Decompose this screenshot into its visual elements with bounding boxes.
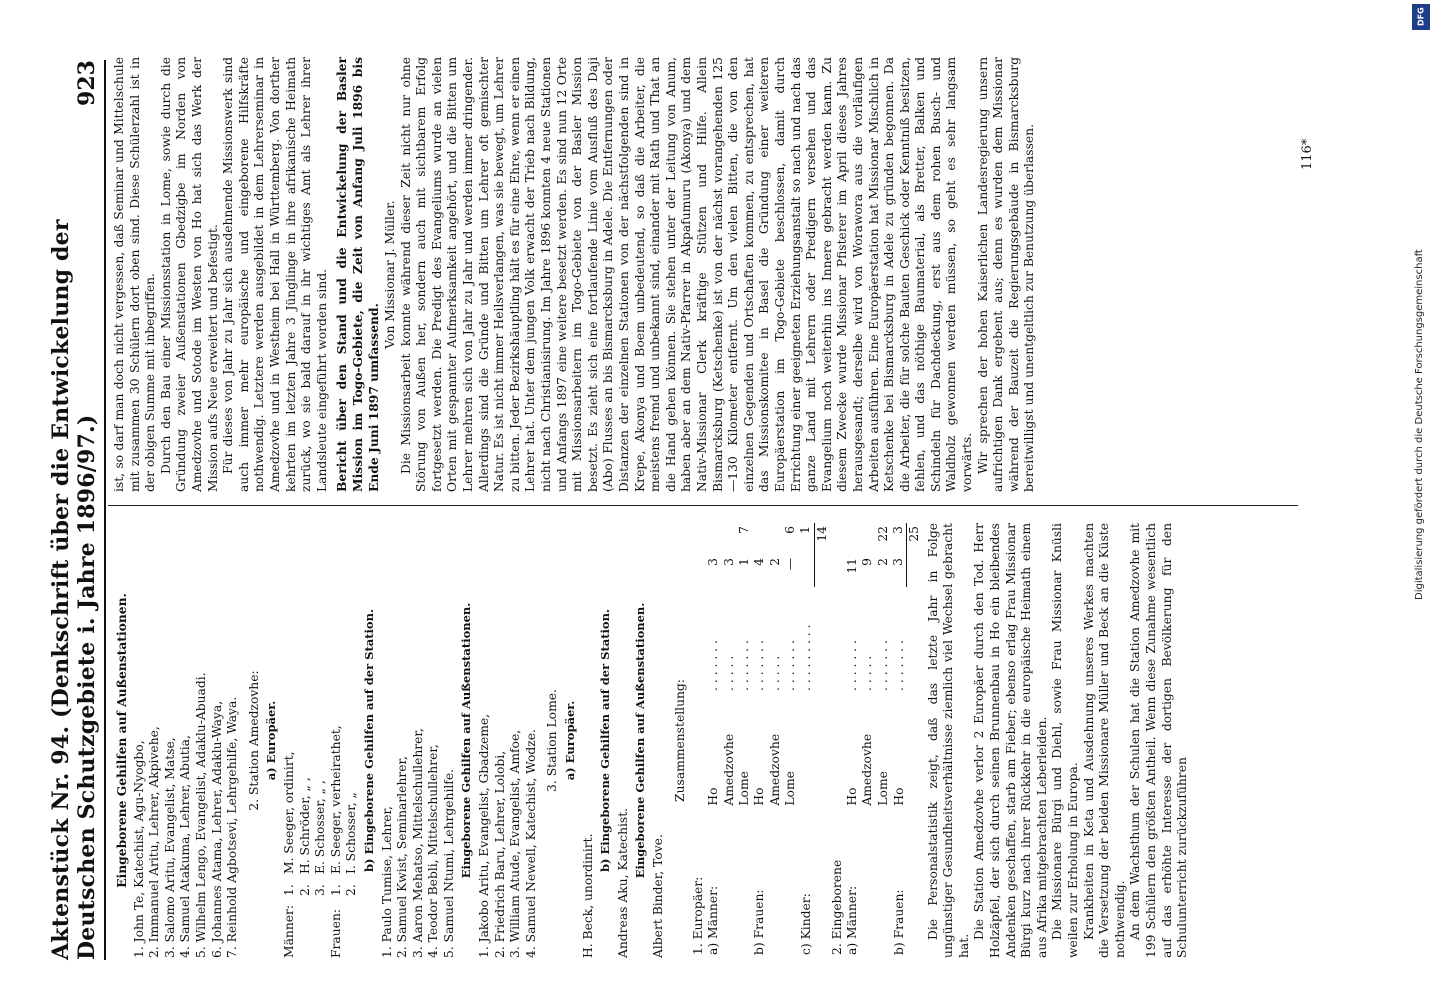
summary-place: Ho [752, 787, 767, 806]
person-row [282, 523, 298, 958]
list-item: 3. Aaron Mehatso, Mittelschullehrer, [410, 728, 425, 958]
person-row [313, 523, 329, 958]
paragraph: Die Missionsarbeit konnte während dieser Zeit nicht nur ohne Störung von Außen her, sondern auch mit sichtbarem Erfolg fortgesetzt werden. Die Predigt des Evangeliums wurde an vielen Orten mit gespannter Aufmerksamkeit angehört, und die Bitten um Lehrer mehren sich von Jahr zu Jahr und werden immer dringender. Allerdings sind die Gründe und Bitten um Lehrer oft gemischter Natur. Es ist nicht immer Heilsverlangen, was sie bewegt, um Lehrer zu bitten. Jeder Bezirkshäuptling hält es für eine Ehre, wenn er einen Lehrer hat. Unter dem jungen Volk erwacht der Trieb nach Bildung, nicht nach Christianisirung. Im Jahre 1896 konnten 4 neue Stationen und Anfangs 1897 eine weitere besetzt werden. Es sind nun 12 Orte mit Missionsarbeitern im Togo-Gebiete von der Basler Mission besetzt. Es zieht sich eine fortlaufende Linie vom Ausfluß des Daji (Abo) Flusses an bis Bismarcksburg in Adele. Die Entfernungen oder Distanzen der einzelnen Stationen von der nächstfolgenden sind in Krepe, Akonya und Boem unbedeutend, so daß die Arbeiter, die meistens fremd und unbekannt sind, einander mit Rath und That an die Hand gehen können. Sie stehen unter der Leitung von Anum, haben aber an dem Nativ-Pfarrer in Akpafumuru (Akonya) und dem Nativ-Missionar Clerk kräftige Stützen und Hilfe. Allein Bismarcksburg (Ketschenke) ist von der nächst vorangehenden 125—130 Kilometer entfernt. Um den vielen Bitten, die von den einzelnen Gegenden und Ortschaften kommen, zu entsprechen, hat das Missionskomitee in Basel die Gründung einer weiteren Europäerstation im Togo-Gebiete beschlossen, damit durch Errichtung einer geeigneten Erziehungsanstalt so nach und nach das ganze Land mit Lehrern oder Predigern versehen und das Evangelium noch weiterhin ins Innere gebracht werden kann. Zu diesem Zwecke wurde Missionar Pfisterer im April dieses Jahres herausgesandt; derselbe wird von Worawora aus die vorläufigen Arbeiten ausführen. Eine Europäerstation hat Missionar Mischlich in Ketschenke bei Bismarcksburg in Adele zu gründen begonnen. Da die Arbeiter, die für solche Bauten Geschick oder Kenntniß besitzen, fehlen, und das nöthige Baumaterial, als Bretter, Balken und Schindeln für Dachdeckung, erst aus dem rohen Busch- und Waldholz gewonnen werden müssen, so geht es sehr langsam vorwärts. [398, 57, 975, 492]
list-item: 5. Samuel Ntumi, Lehrgehilfe. [441, 768, 456, 958]
summary-place: Lome [782, 771, 797, 806]
summary-subtotal [752, 523, 767, 555]
summary-place [691, 694, 706, 809]
digitization-credit-strip [1408, 0, 1434, 1000]
summary-place [814, 694, 830, 809]
list-item: 2. Samuel Kwist, Seminarlehrer, [395, 756, 410, 958]
persons-men [282, 523, 329, 958]
summary-dots [691, 587, 706, 694]
summary-row [691, 523, 706, 958]
summary-value [814, 555, 830, 587]
summary-subtotal: 22 [875, 526, 890, 542]
summary-value: 9 [860, 558, 875, 566]
summary-row [907, 523, 923, 958]
summary-dots: . . . . . . . [875, 640, 890, 691]
summary-group [907, 809, 923, 958]
paragraph: Die Personalstatistik zeigt, daß das letzte Jahr in Folge ungünstiger Gesundheitsverhältnisse ziemlich viel Wechsel gebracht hat. [925, 523, 971, 958]
list-item: 2. Immanuel Aritu, Lehrer, Akpivehe, [147, 726, 162, 958]
summary-dots: . . . . . . . [737, 640, 752, 691]
page-number: 923 [74, 60, 100, 106]
summary-value: 4 [752, 558, 767, 566]
summary-row [860, 523, 875, 958]
summary-dots: . . . . . . . [706, 640, 721, 691]
summary-subtotal: 25 [907, 523, 923, 555]
summary-place: Amedzovhe [860, 733, 875, 806]
paragraph: Durch den Bau einer Missionsstation in Lome, sowie durch die Gründung zweier Außenstationen Gbedzigbe im Norden von Amedzovhe und Sotode im Westen von Ho hat sich das Werk der Mission aufs Neue erweitert und befestigt. [158, 57, 220, 492]
subsection-heading: Eingeborene Gehilfen auf Außenstationen. [633, 602, 648, 879]
person-number: 1. [281, 884, 296, 896]
paragraph: Wir sprechen der hohen Kaiserlichen Landesregierung unsern aufrichtigen Dank ergebent aus; denn es wurden dem Missionar während der Bauzeit die Regierungsgebäude in Bismarcksburg bereitwilligst und unentgeltlich zur Benutzung überlassen. [975, 57, 1037, 492]
summary-subtotal [722, 523, 737, 555]
digitization-credit: Digitalisierung gefördert durch die Deutsche Forschungsgemeinschaft [1414, 249, 1425, 600]
summary-subtotal: 7 [737, 526, 752, 534]
running-header [48, 60, 106, 960]
summary-value [691, 555, 706, 587]
summary-dots [907, 587, 923, 694]
header-title: Aktenstück Nr. 94. (Denkschrift über die Entwickelung der Deutschen Schutzgebiete i. Jahre 1896/97.) [48, 219, 100, 960]
paragraph: An dem Wachsthum der Schulen hat die Station Amedzovhe mit 199 Schülern den größten Antheil. Wenn diese Zunahme wesentlich auf das erhöhte Interesse der dortigen Bevölkerung für den Schulunterricht zurückzuführen [1128, 523, 1190, 958]
summary-subtotal [691, 523, 706, 555]
summary-place [798, 694, 814, 809]
summary-subtotal [860, 523, 875, 555]
summary-row [876, 523, 891, 958]
summary-group [783, 809, 798, 958]
person-number: 2. [344, 884, 359, 896]
summary-place: Ho [845, 787, 860, 806]
summary-row [814, 523, 830, 958]
summary-row [768, 523, 783, 958]
paragraph: Die Missionare Bürgi und Diehl, sowie Frau Missionar Knüsli weilen zur Erholung in Europa. [1050, 523, 1080, 958]
person-line: Albert Binder, Tove. [651, 834, 665, 958]
summary-group: 2. Eingeborene [829, 859, 844, 955]
helper-list-amedzovhe-station [380, 523, 458, 958]
summary-group: 1. Europäer: [691, 876, 706, 955]
summary-place: Ho [706, 787, 721, 806]
summary-table [691, 523, 922, 958]
list-item: 4. Samuel Atakuma, Lehrer, Abutia, [178, 735, 193, 958]
summary-subtotal: 1 [798, 526, 813, 534]
summary-subtotal: 6 [782, 526, 797, 534]
list-item: 7. Reinhold Agbotsevi, Lehrgehilfe, Waya. [225, 696, 240, 958]
subsection-heading: b) Eingeborene Gehilfen auf der Station. [598, 609, 613, 872]
summary-value: 11 [845, 558, 860, 574]
summary-group [768, 809, 783, 958]
summary-value [830, 555, 845, 587]
list-item: 5. Wilhelm Lengo, Evangelist, Adaklu-Abuadi. [193, 672, 208, 958]
summary-row [845, 523, 860, 958]
summary-row [752, 523, 767, 958]
summary-value: 2 [767, 558, 782, 566]
summary-subtotal [845, 523, 860, 555]
subsection-heading: a) Europäer. [563, 700, 578, 781]
person-number: 1. [328, 884, 343, 896]
paragraph: Für dieses von Jahr zu Jahr sich ausdehnende Missionswerk sind auch immer mehr europäische und eingeborene Hilfskräfte nothwendig. Letztere werden ausgebildet in dem Lehrerseminar in Amedzovhe und in Westheim bei Hall in Württemberg. Von dorther kehrten im letzten Jahre 3 Jünglinge in ihre afrikanische Heimath zurück, wo sie bald darauf in ihr wichtiges Amt als Lehrer ihrer Landsleute eingeführt worden sind. [221, 57, 329, 492]
summary-group [737, 809, 752, 958]
list-item: 4. Teodor Bebli, Mittelschullehrer, [426, 744, 441, 958]
person-row [329, 523, 345, 958]
report-title: Bericht über den Stand und die Entwickelung der Basler Mission im Togo-Gebiete, die Zeit von Anfang Juli 1896 bis Ende Juni 1897 umfassend. [334, 57, 381, 492]
group-label: Frauen: [328, 908, 343, 958]
list-item: 1. Paulo Tumise, Lehrer, [379, 806, 394, 958]
helper-list-ho-outstations [132, 523, 241, 958]
list-item: 2. Friedrich Baru, Lehrer, Lolobi, [492, 750, 507, 958]
paragraph: ist, so darf man doch nicht vergessen, daß Seminar und Mittelschule mit zusammen 30 Schülern dort oben sind. Diese Schülerzahl ist in der obigen Summe mit inbegriffen. [112, 57, 158, 492]
person-number: 3. [313, 884, 328, 896]
summary-value: 3 [891, 558, 906, 566]
list-item: 4. Samuel Newell, Katechist, Wodze. [523, 729, 538, 958]
person-name: E. Schosser, „ , [313, 780, 328, 874]
subsection-heading: b) Eingeborene Gehilfen auf der Station. [361, 609, 376, 872]
list-item: 1. Jakobo Aritu, Evangelist, Gbadzeme, [477, 713, 492, 958]
summary-heading: Zusammenstellung: [672, 679, 687, 802]
person-name: I. Schosser, „ [344, 792, 359, 874]
column-divider [108, 505, 1298, 506]
summary-group [860, 809, 875, 958]
summary-group: b) Frauen: [752, 889, 767, 955]
person-name: H. Schröder, „ , [297, 777, 312, 874]
list-item: 3. Salomo Aritu, Evangelist, Matse, [162, 737, 177, 958]
summary-dots: . . . . . . . . . [798, 624, 813, 691]
group-label: Männer: [281, 904, 296, 958]
summary-place: Amedzovhe [767, 733, 782, 806]
helper-list-amedzovhe-outstations [477, 523, 539, 958]
summary-subtotal [830, 523, 845, 555]
subsection-heading: a) Europäer. [264, 700, 279, 781]
person-name: E. Seeger, verheirathet, [328, 725, 343, 874]
summary-row [722, 523, 737, 958]
summary-dots: . . . . . [767, 655, 782, 691]
list-item: 3. William Atude, Evangelist, Amfoe, [508, 729, 523, 958]
summary-group: b) Frauen: [891, 889, 906, 955]
summary-subtotal: 14 [814, 523, 830, 555]
summary-row [798, 523, 814, 958]
summary-row [891, 523, 907, 958]
paragraph: Krankheiten in Keta und Ausdehnung unseres Werkes machten die Versetzung der beiden Missionare Müller und Beck an die Küste nothwendig. [1081, 523, 1127, 958]
signature-number: 116* [1300, 138, 1315, 170]
paragraph: Die Station Amedzovhe verlor 2 Europäer durch den Tod. Herr Holzäpfel, der sich durch seinen Brunnenbau in Ho ein bleibendes Andenken geschaffen, starb am Fieber; ebenso erlag Frau Missionar Bürgi kurz nach ihrer Rückkehr in die europäische Heimath einem aus Afrika mitgebrachten Leberleiden. [972, 523, 1049, 958]
summary-value: 1 [737, 558, 752, 566]
summary-row [830, 523, 845, 958]
persons-women [329, 523, 360, 958]
list-item: 6. Johannes Atama, Lehrer, Adaklu-Waya, [209, 700, 224, 958]
person-number: 2. [297, 884, 312, 896]
summary-subtotal [768, 523, 783, 555]
summary-place [907, 694, 923, 809]
summary-place: Lome [875, 771, 890, 806]
summary-dots: . . . . . . . [782, 640, 797, 691]
person-name: M. Seeger, ordinirt, [281, 751, 296, 874]
person-row [344, 523, 360, 958]
right-column [112, 57, 1038, 492]
summary-row [706, 523, 721, 958]
list-item: 1. John Te, Katechist, Agu-Nyogbo, [131, 740, 146, 958]
summary-place: Ho [891, 787, 906, 806]
summary-value [907, 555, 923, 587]
summary-dots [830, 587, 845, 694]
summary-group: a) Männer: [845, 885, 860, 955]
summary-row [737, 523, 752, 958]
summary-place: Lome [737, 771, 752, 806]
summary-dots: . . . . . [860, 655, 875, 691]
person-line: Andreas Aku, Katechist. [615, 807, 630, 958]
summary-value: 2 [875, 558, 890, 566]
summary-dots [814, 587, 830, 694]
summary-group [876, 809, 891, 958]
station-heading: 3. Station Lome. [545, 689, 560, 792]
summary-subtotal [706, 523, 721, 555]
person-row [298, 523, 314, 958]
summary-group: a) Männer: [706, 885, 721, 955]
summary-group [814, 809, 830, 958]
summary-value: 3 [721, 558, 736, 566]
summary-dots: . . . . . . . [845, 640, 860, 691]
summary-dots: . . . . . . . [752, 640, 767, 691]
report-author: Von Missionar J. Müller. [383, 200, 398, 349]
summary-row [783, 523, 798, 958]
summary-dots: . . . . . . . [891, 640, 906, 691]
section-heading: Eingeborene Gehilfen auf Außenstationen. [114, 593, 129, 888]
left-column [112, 523, 1191, 958]
summary-value [798, 555, 814, 587]
summary-place [830, 694, 845, 809]
dfg-logo: DFG [1412, 4, 1430, 30]
summary-subtotal: 3 [891, 526, 906, 534]
summary-dots: . . . . . [721, 655, 736, 691]
station-heading: 2. Station Amedzovhe: [246, 670, 261, 811]
subsection-heading: Eingeborene Gehilfen auf Außenstationen. [459, 602, 474, 879]
person-line: H. Beck, unordinirt. [580, 833, 595, 958]
summary-place: Amedzovhe [721, 733, 736, 806]
summary-value: — [782, 558, 797, 571]
summary-group: c) Kinder: [798, 893, 813, 955]
summary-group [722, 809, 737, 958]
summary-value: 3 [706, 558, 721, 566]
